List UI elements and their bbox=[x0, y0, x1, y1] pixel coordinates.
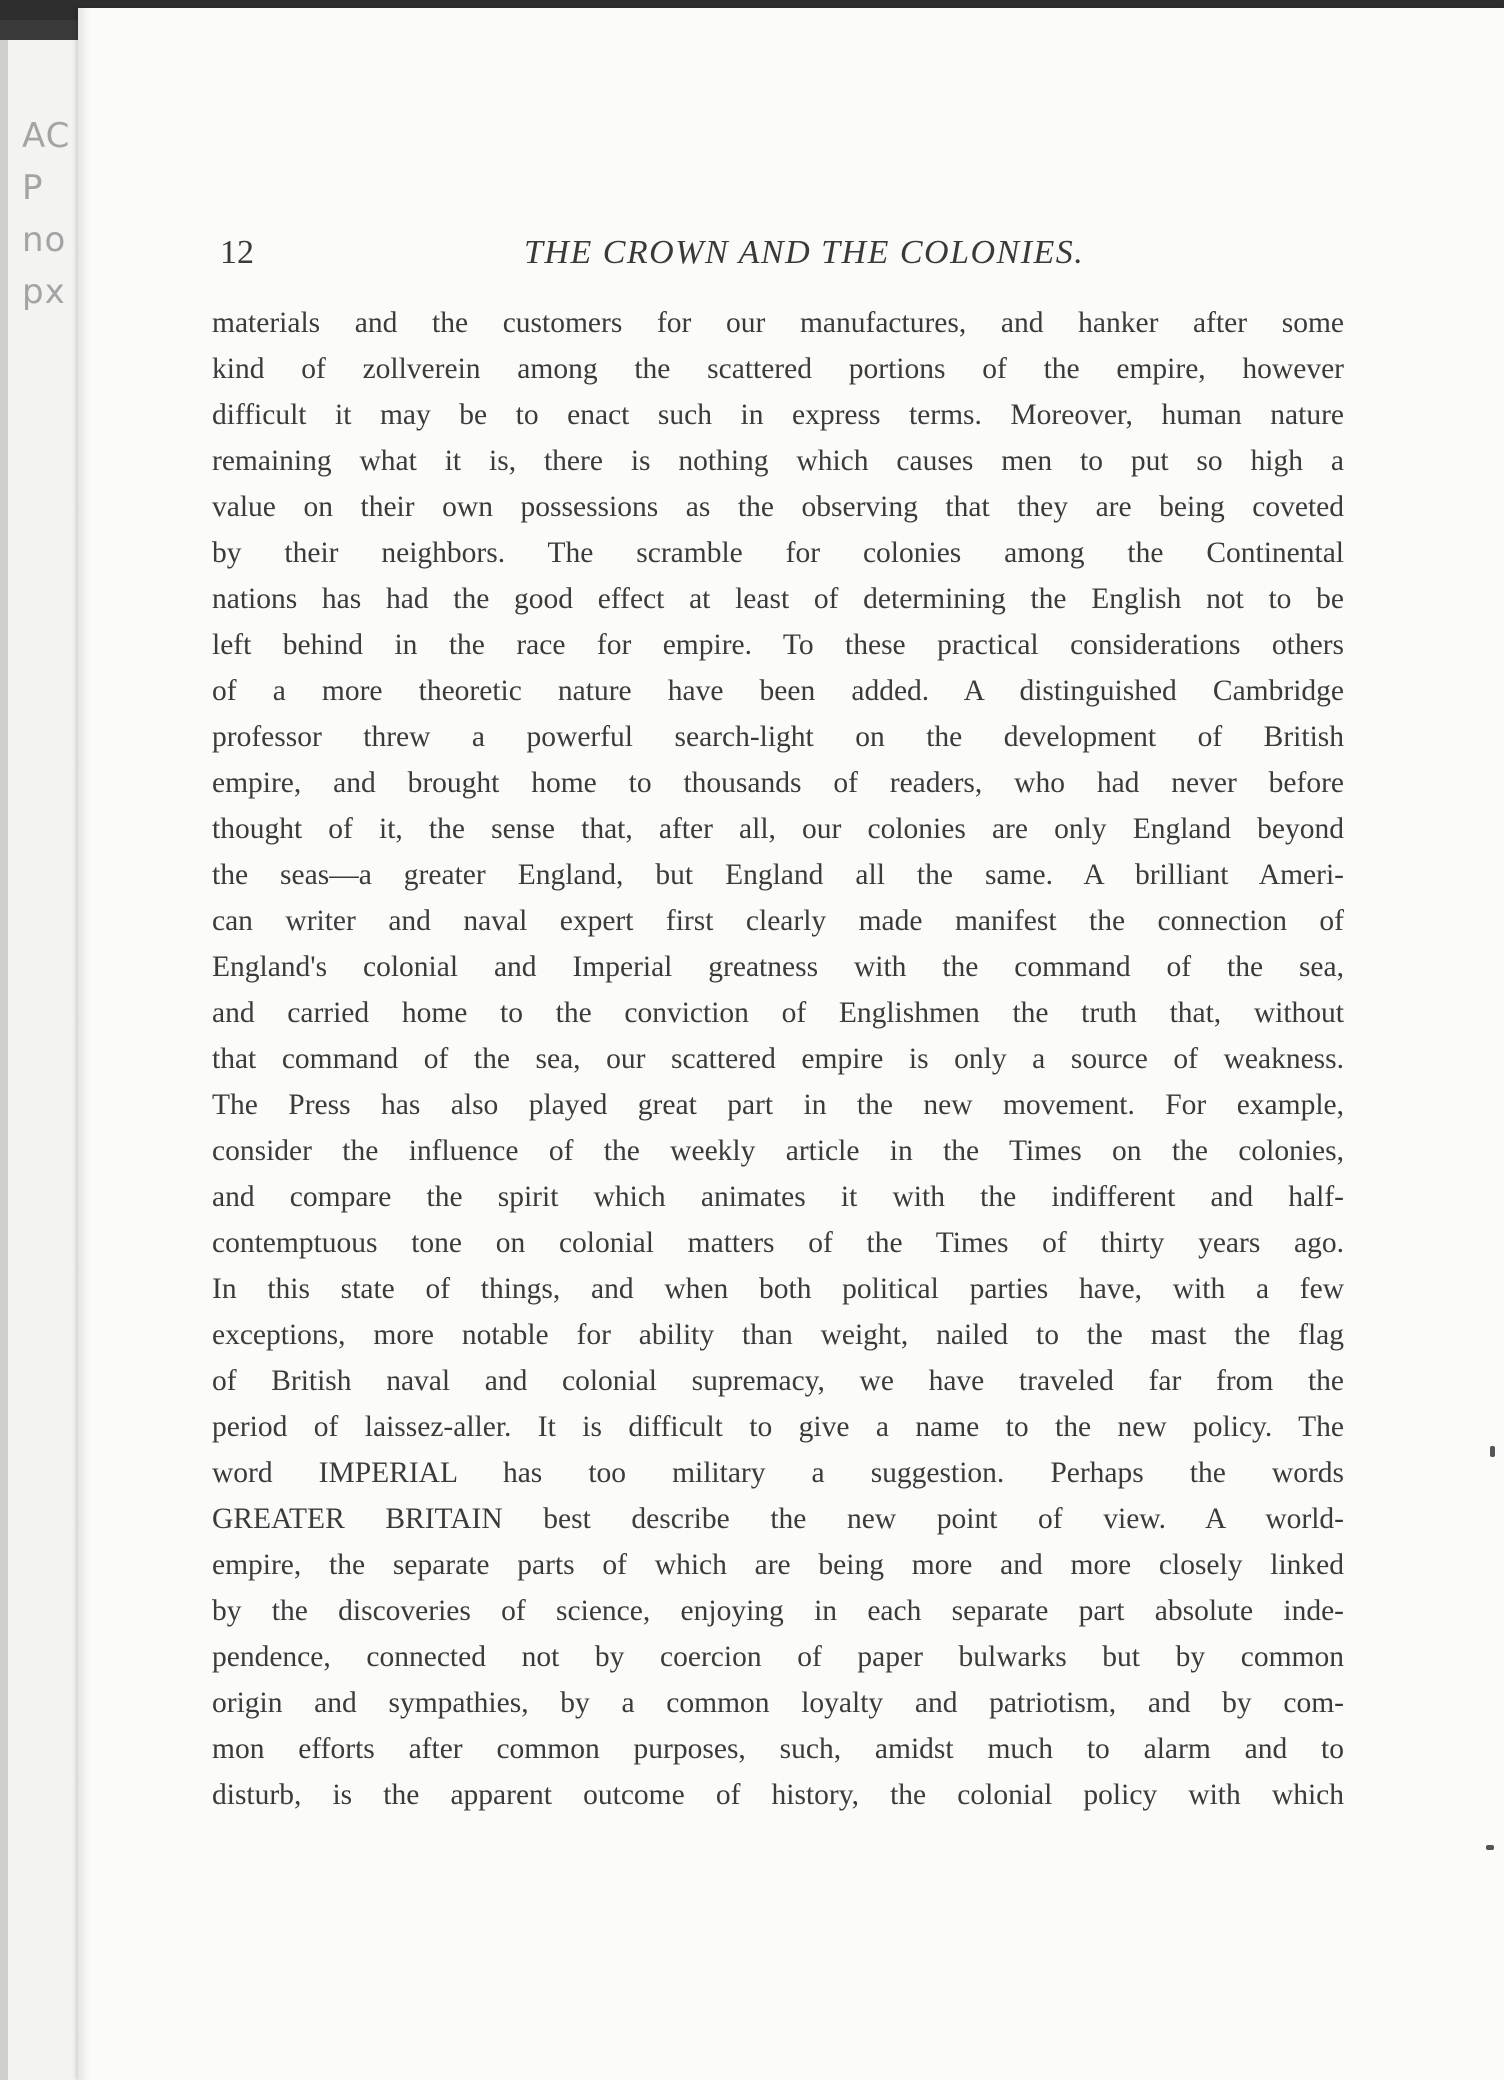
margin-note-line: px bbox=[22, 272, 66, 312]
page-number: 12 bbox=[220, 234, 254, 271]
text-line: empire, and brought home to thousands of readers, who had never before bbox=[212, 767, 1344, 799]
scan-speck bbox=[1490, 1446, 1495, 1457]
text-line: and carried home to the conviction of Englishmen the truth that, without bbox=[212, 997, 1344, 1029]
text-line: In this state of things, and when both political parties have, with a few bbox=[212, 1273, 1344, 1305]
margin-note-line: P bbox=[22, 168, 44, 208]
text-line: nations has had the good effect at least of determining the English not to be bbox=[212, 583, 1344, 615]
text-line: by the discoveries of science, enjoying in each separate part absolute inde- bbox=[212, 1595, 1344, 1627]
text-line: period of laissez-aller. It is difficult to give a name to the new policy. The bbox=[212, 1411, 1344, 1443]
text-line: and compare the spirit which animates it with the indifferent and half- bbox=[212, 1181, 1344, 1213]
text-line: remaining what it is, there is nothing which causes men to put so high a bbox=[212, 445, 1344, 477]
text-line: The Press has also played great part in the new movement. For example, bbox=[212, 1089, 1344, 1121]
text-line: contemptuous tone on colonial matters of the Times of thirty years ago. bbox=[212, 1227, 1344, 1259]
page-header bbox=[220, 228, 1340, 278]
margin-note-line: AC bbox=[22, 116, 71, 156]
text-line: word IMPERIAL has too military a suggestion. Perhaps the words bbox=[212, 1457, 1344, 1489]
text-line: kind of zollverein among the scattered portions of the empire, however bbox=[212, 353, 1344, 385]
text-line: professor threw a powerful search-light on the development of British bbox=[212, 721, 1344, 753]
text-line: difficult it may be to enact such in express terms. Moreover, human nature bbox=[212, 399, 1344, 431]
text-line: the seas—a greater England, but England all the same. A brilliant Ameri- bbox=[212, 859, 1344, 891]
text-line: empire, the separate parts of which are being more and more closely linked bbox=[212, 1549, 1344, 1581]
handwritten-margin-note bbox=[22, 110, 72, 318]
text-line: that command of the sea, our scattered empire is only a source of weakness. bbox=[212, 1043, 1344, 1075]
text-line: of a more theoretic nature have been added. A distinguished Cambridge bbox=[212, 675, 1344, 707]
text-line: mon efforts after common purposes, such, amidst much to alarm and to bbox=[212, 1733, 1344, 1765]
margin-note-line: no bbox=[22, 220, 67, 260]
page-edge-shadow bbox=[78, 8, 90, 2080]
text-line: thought of it, the sense that, after all, our colonies are only England beyond bbox=[212, 813, 1344, 845]
running-head: THE CROWN AND THE COLONIES. bbox=[524, 234, 1085, 271]
body-text bbox=[212, 300, 1344, 1818]
text-line: by their neighbors. The scramble for colonies among the Continental bbox=[212, 537, 1344, 569]
text-line: consider the influence of the weekly article in the Times on the colonies, bbox=[212, 1135, 1344, 1167]
text-line: England's colonial and Imperial greatness with the command of the sea, bbox=[212, 951, 1344, 983]
scan-speck bbox=[1486, 1845, 1494, 1850]
underlying-page-edge bbox=[0, 40, 81, 2080]
text-line: can writer and naval expert first clearly made manifest the connection of bbox=[212, 905, 1344, 937]
text-line: GREATER BRITAIN best describe the new point of view. A world- bbox=[212, 1503, 1344, 1535]
text-line: origin and sympathies, by a common loyalty and patriotism, and by com- bbox=[212, 1687, 1344, 1719]
text-line: materials and the customers for our manufactures, and hanker after some bbox=[212, 307, 1344, 339]
text-line: pendence, connected not by coercion of paper bulwarks but by common bbox=[212, 1641, 1344, 1673]
text-line: exceptions, more notable for ability than weight, nailed to the mast the flag bbox=[212, 1319, 1344, 1351]
text-line: of British naval and colonial supremacy, we have traveled far from the bbox=[212, 1365, 1344, 1397]
page-stack-edge bbox=[0, 40, 8, 2080]
text-line: left behind in the race for empire. To these practical considerations others bbox=[212, 629, 1344, 661]
text-line: value on their own possessions as the observing that they are being coveted bbox=[212, 491, 1344, 523]
text-line: disturb, is the apparent outcome of history, the colonial policy with which bbox=[212, 1779, 1344, 1811]
